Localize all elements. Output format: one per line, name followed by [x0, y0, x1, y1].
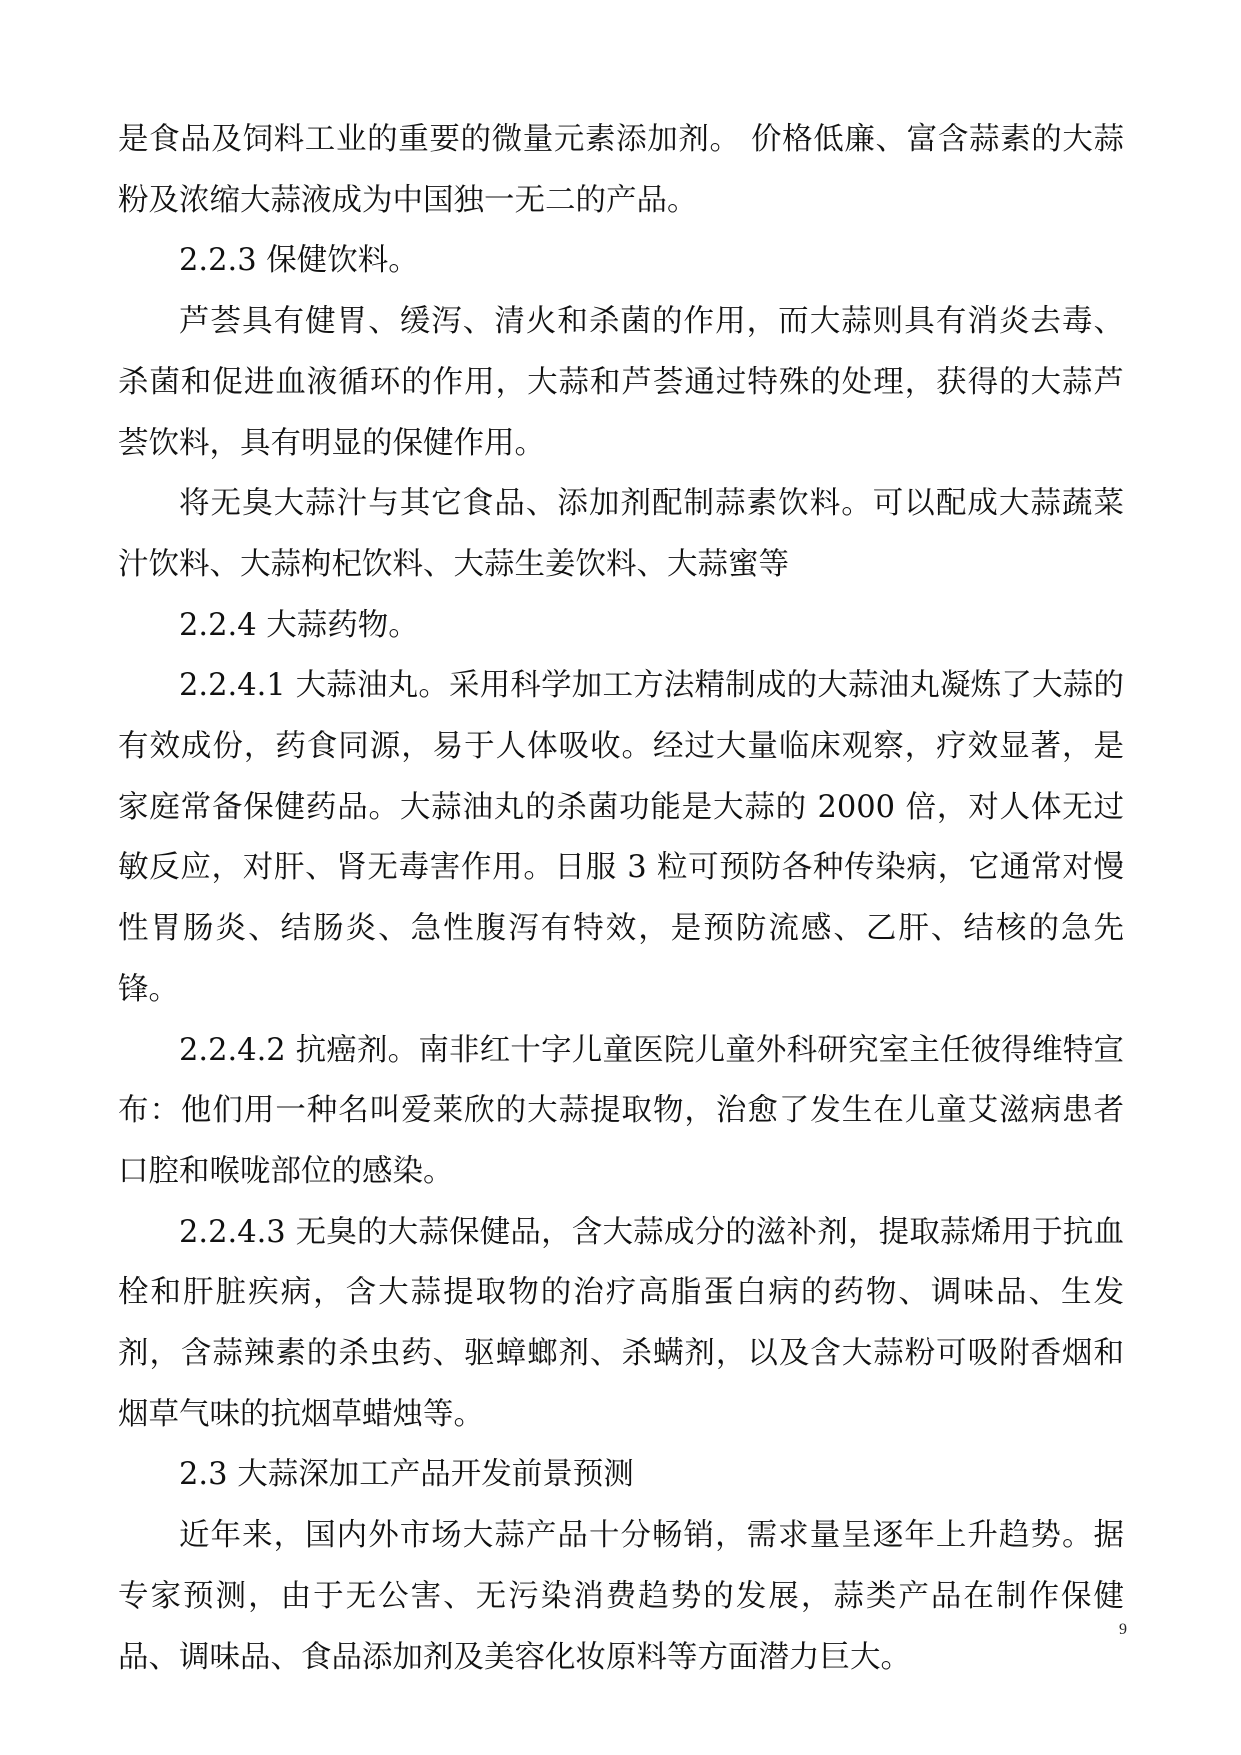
paragraph-anticancer: 2.2.4.2 抗癌剂。南非红十字儿童医院儿童外科研究室主任彼得维特宣布：他们用一种名叫爱莱欣的大蒜提取物，治愈了发生在儿童艾滋病患者口腔和喉咙部位的感染。: [118, 1032, 1124, 1189]
paragraph-continuation: 是食品及饲料工业的重要的微量元素添加剂。 价格低廉、富含蒜素的大蒜粉及浓缩大蒜液成为中国独一无二的产品。: [118, 122, 1124, 218]
paragraph-garlic-oil-pills: 2.2.4.1 大蒜油丸。采用科学加工方法精制成的大蒜油丸凝炼了大蒜的有效成份，药食同源，易于人体吸收。经过大量临床观察，疗效显著，是家庭常备保健药品。大蒜油丸的杀菌功能是大蒜的 2000 倍，对人体无过敏反应，对肝、肾无毒害作用。日服 3 粒可预防各种传染病，它通常对慢性胃肠炎、结肠炎、急性腹泻有特效，是预防流感、乙肝、结核的急先锋。: [118, 668, 1124, 1007]
paragraph-aloe-garlic: 芦荟具有健胃、缓泻、清火和杀菌的作用，而大蒜则具有消炎去毒、杀菌和促进血液循环的作用，大蒜和芦荟通过特殊的处理，获得的大蒜芦荟饮料，具有明显的保健作用。: [118, 304, 1124, 461]
page-body: [118, 110, 1124, 1688]
section-heading-2-2-4: 2.2.4 大蒜药物。: [179, 607, 419, 643]
paragraph-market-outlook: 近年来，国内外市场大蒜产品十分畅销，需求量呈逐年上升趋势。据专家预测，由于无公害、无污染消费趋势的发展，蒜类产品在制作保健品、调味品、食品添加剂及美容化妆原料等方面潜力巨大。: [118, 1518, 1124, 1675]
section-heading-2-3: 2.3 大蒜深加工产品开发前景预测: [179, 1457, 634, 1493]
page-number: 9: [1119, 1621, 1127, 1638]
paragraph-odorless-products: 2.2.4.3 无臭的大蒜保健品，含大蒜成分的滋补剂，提取蒜烯用于抗血栓和肝脏疾病，含大蒜提取物的治疗高脂蛋白病的药物、调味品、生发剂，含蒜辣素的杀虫药、驱蟑螂剂、杀螨剂，以及含大蒜粉可吸附香烟和烟草气味的抗烟草蜡烛等。: [118, 1214, 1124, 1432]
section-heading-2-2-3: 2.2.3 保健饮料。: [179, 243, 419, 279]
paragraph-garlic-beverages: 将无臭大蒜汁与其它食品、添加剂配制蒜素饮料。可以配成大蒜蔬菜汁饮料、大蒜枸杞饮料、大蒜生姜饮料、大蒜蜜等: [118, 486, 1124, 582]
